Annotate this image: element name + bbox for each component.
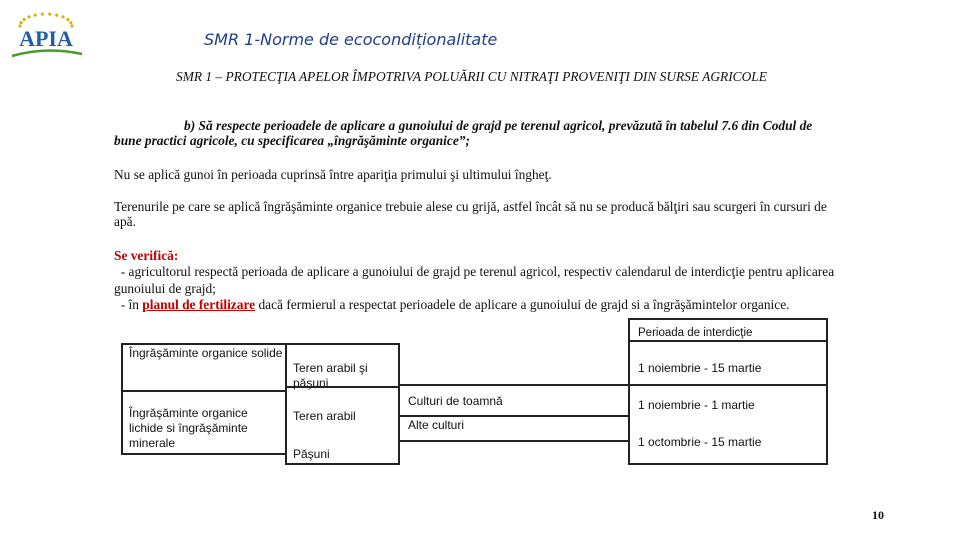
star-icon bbox=[48, 13, 51, 16]
table-column-land-type bbox=[285, 343, 400, 465]
star-icon bbox=[69, 21, 72, 24]
table-column-fertilizer-type bbox=[121, 343, 287, 455]
verify-title: Se verifică: bbox=[114, 248, 179, 263]
star-icon bbox=[61, 15, 64, 18]
apia-logo bbox=[6, 6, 86, 62]
slide-title: SMR 1-Norme de ecocondiționalitate bbox=[204, 30, 498, 49]
table-header-period bbox=[628, 318, 828, 342]
liquid-organic-label: Îngrăşăminte organice lichide si îngrăşăminte minerale bbox=[129, 406, 248, 450]
verify-item-plan-suffix: dacă fermierul a respectat perioadele de aplicare a gunoiului de grajd si a îngrăşămintelor organice. bbox=[255, 297, 790, 313]
star-icon bbox=[55, 14, 58, 17]
star-icon bbox=[66, 18, 69, 21]
fertilization-plan-link[interactable]: planul de fertilizare bbox=[142, 297, 256, 313]
verify-item-plan-prefix: - în bbox=[120, 297, 143, 313]
other-ban-period: 1 octombrie - 15 martie bbox=[638, 435, 762, 449]
logo-text: APIA bbox=[19, 26, 73, 51]
verify-item-plan bbox=[114, 297, 844, 313]
star-icon bbox=[20, 21, 23, 24]
table-column-ban-period bbox=[628, 340, 828, 465]
star-icon bbox=[34, 14, 37, 17]
paragraph-land-selection: Terenurile pe care se aplică îngrăşăminte organice trebuie alese cu grijă, astfel încât să nu se producă bălţiri sau scurgeri în cursuri de apă. bbox=[114, 199, 827, 229]
verify-item-calendar bbox=[114, 264, 844, 297]
apia-logo-graphic bbox=[6, 6, 86, 62]
star-icon bbox=[23, 18, 26, 21]
star-icon bbox=[41, 13, 44, 16]
row-divider bbox=[400, 415, 628, 417]
autumn-crops-label: Culturi de toamnă bbox=[408, 394, 503, 408]
star-icon bbox=[27, 15, 30, 18]
arable-land-label: Teren arabil bbox=[293, 409, 356, 423]
leaf-swoosh bbox=[12, 50, 82, 56]
paragraph-no-manure-frost: Nu se aplică gunoi în perioada cuprinsă între apariţia primului şi ultimului îngheţ. bbox=[114, 167, 552, 182]
page-number: 10 bbox=[872, 508, 884, 522]
verify-item-calendar-text: - agricultorul respectă perioada de aplicare a gunoiului de grajd pe terenul agricol, respectiv calendarul de interdicţie pentru aplicarea gunoiului de grajd; bbox=[114, 264, 835, 296]
period-header-label: Perioada de interdicţie bbox=[638, 327, 753, 339]
pasture-label: Păşuni bbox=[293, 447, 330, 461]
arable-and-pasture-label: Teren arabil şi păşuni bbox=[293, 361, 368, 390]
row-divider bbox=[630, 384, 826, 386]
verification-block bbox=[114, 248, 844, 314]
autumn-ban-period: 1 noiembrie - 1 martie bbox=[638, 398, 755, 412]
row-divider bbox=[123, 390, 285, 392]
table-column-crop-type bbox=[398, 384, 630, 442]
requirement-text: b) Să respecte perioadele de aplicare a gunoiului de grajd pe terenul agricol, prevăzută în tabelul 7.6 din Codul de bune practici agricole, cu specificarea „îngrăşăminte organice”; bbox=[114, 118, 813, 148]
other-crops-label: Alte culturi bbox=[408, 418, 465, 432]
regulation-heading: SMR 1 – PROTECŢIA APELOR ÎMPOTRIVA POLUĂRII CU NITRAŢI PROVENIŢI DIN SURSE AGRICOLE bbox=[176, 69, 767, 84]
solid-ban-period: 1 noiembrie - 15 martie bbox=[638, 361, 762, 375]
row-divider bbox=[287, 386, 398, 388]
solid-organic-label: Îngrăşăminte organice solide bbox=[129, 346, 283, 360]
